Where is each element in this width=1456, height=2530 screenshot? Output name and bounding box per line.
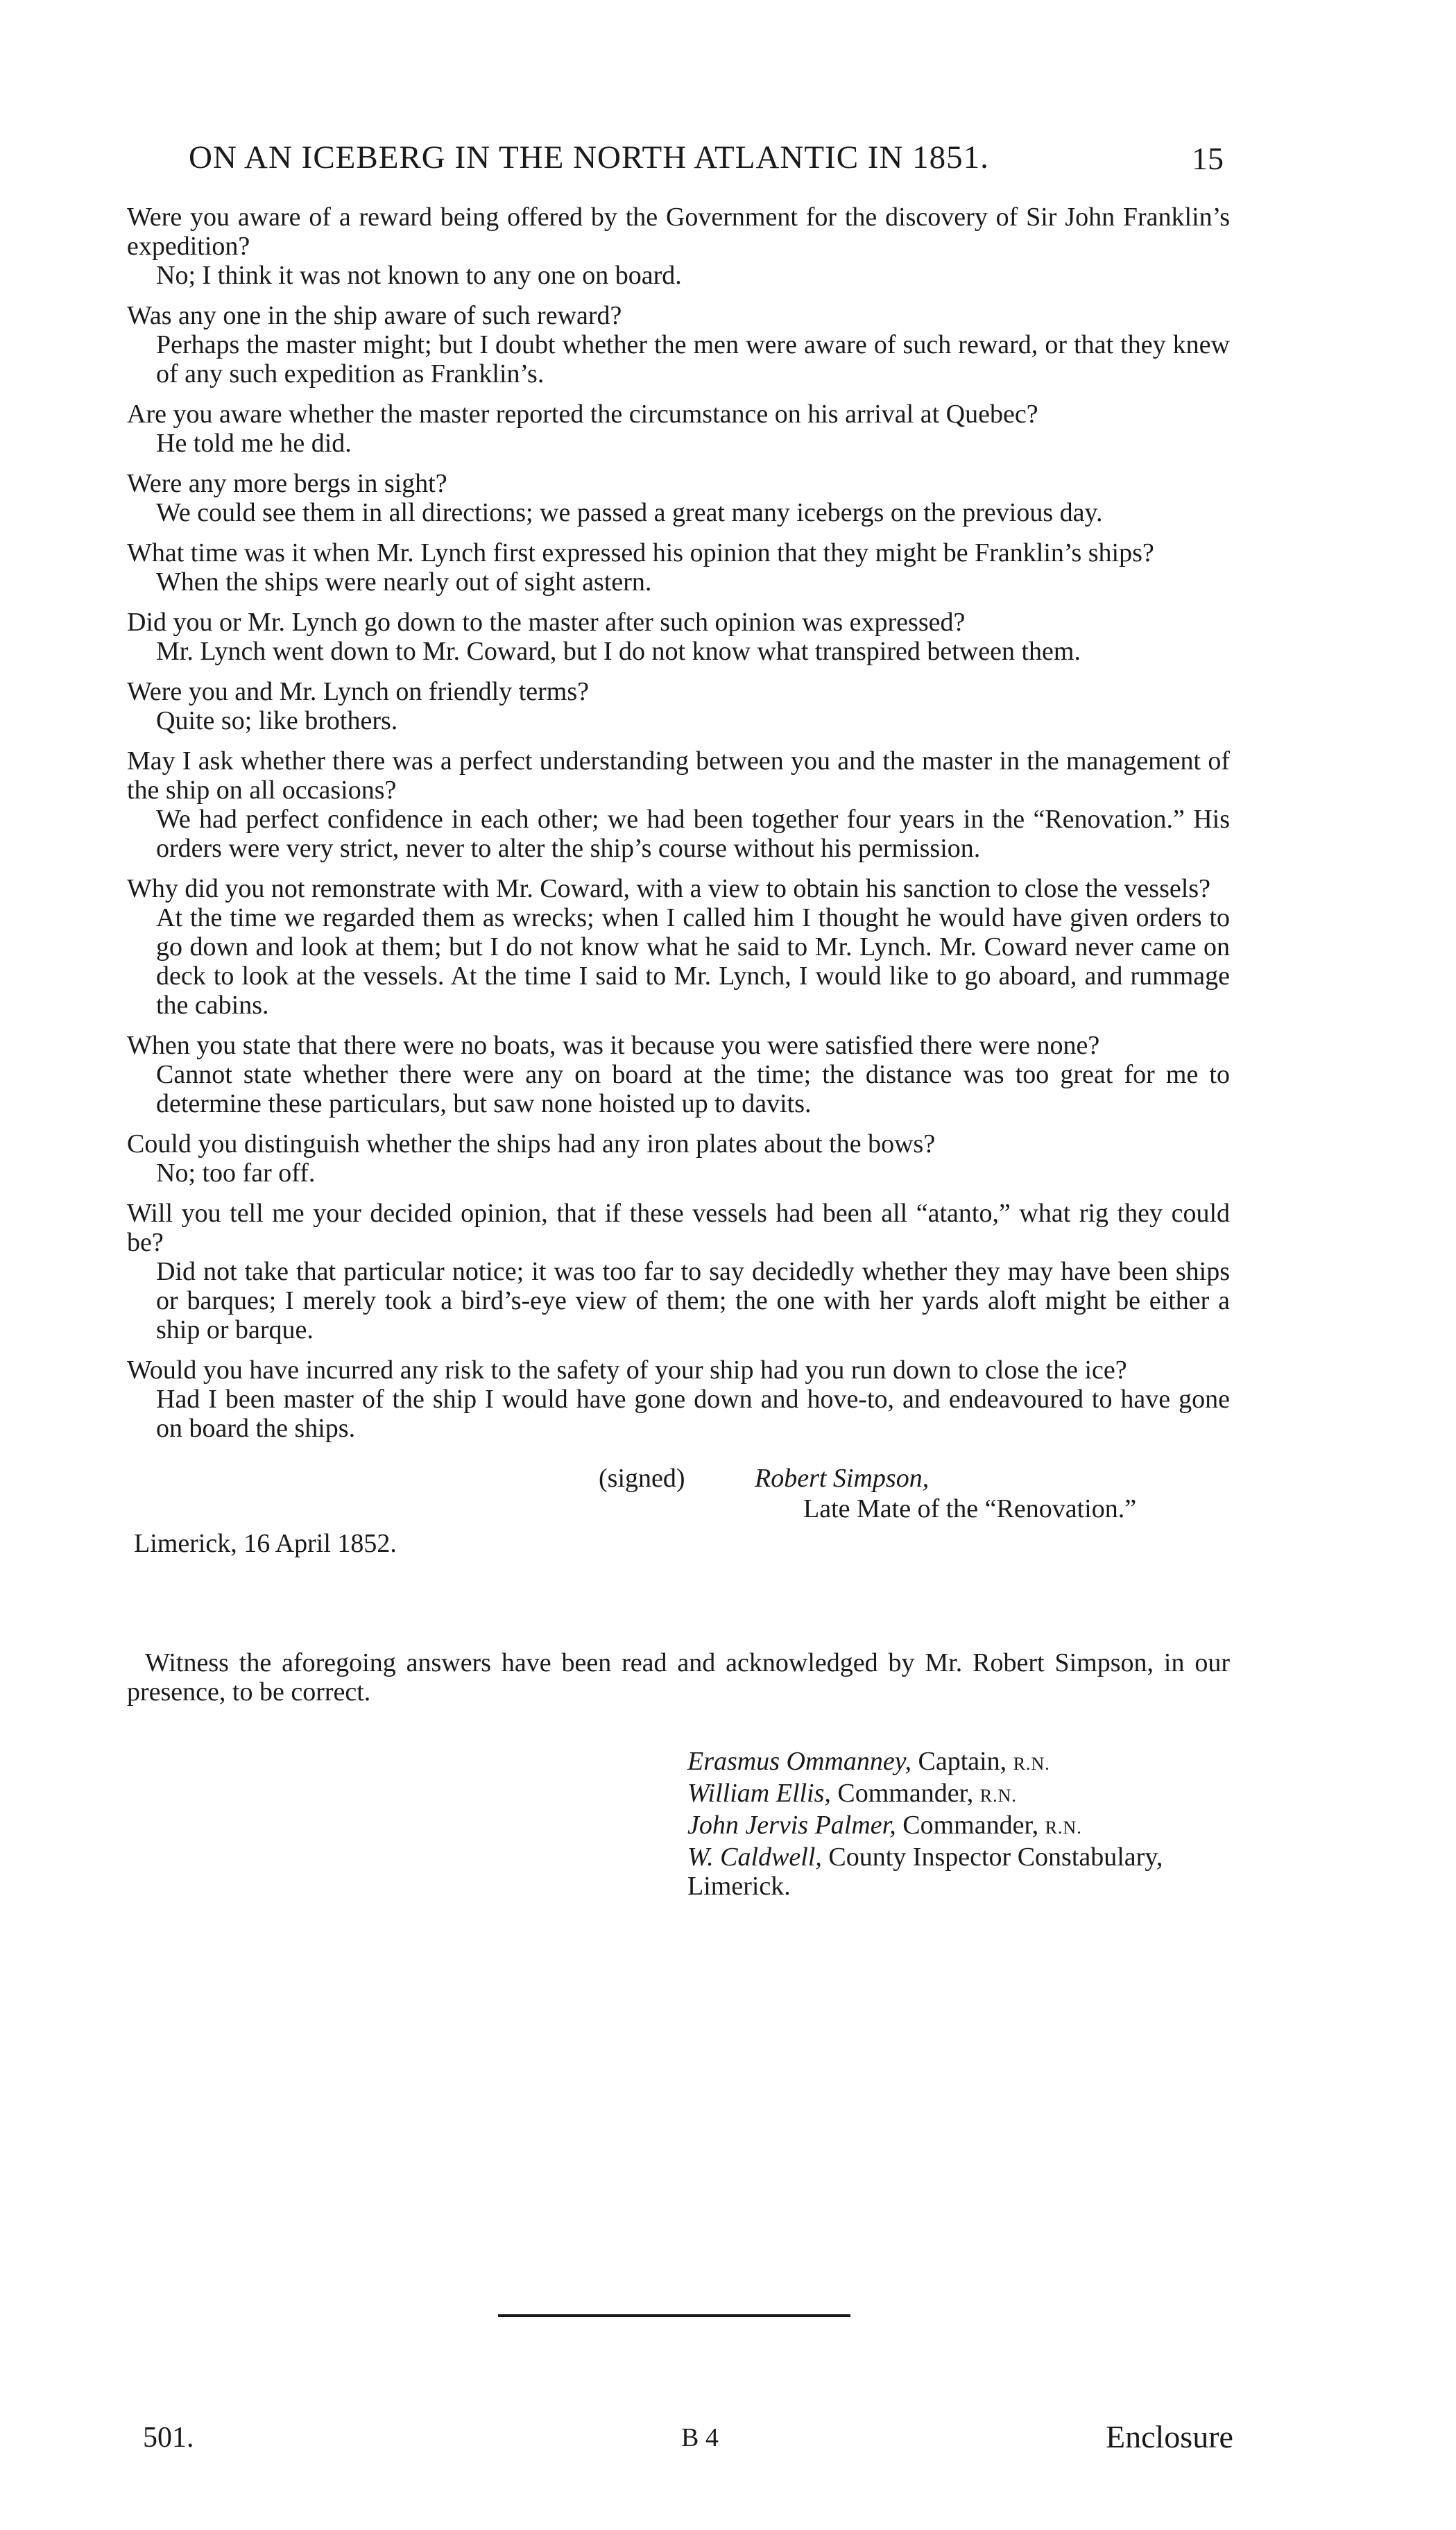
place-date: Limerick, 16 April 1852. bbox=[134, 1529, 397, 1558]
qa-pair bbox=[127, 469, 1230, 527]
answer: We had perfect confidence in each other; we had been together four years in the “Renovation.” His orders were very strict, never to alter the ship’s course without his permission. bbox=[156, 805, 1230, 863]
qa-pair bbox=[127, 1199, 1230, 1344]
witness-name: William Ellis, bbox=[687, 1779, 831, 1808]
answer: We could see them in all directions; we passed a great many icebergs on the previous day. bbox=[156, 498, 1103, 527]
running-title: ON AN ICEBERG IN THE NORTH ATLANTIC IN 1851. bbox=[189, 139, 989, 176]
question: What time was it when Mr. Lynch first expressed his opinion that they might be Franklin’s ships? bbox=[127, 538, 1154, 567]
witness-signature bbox=[687, 1843, 1201, 1901]
witness-signatures bbox=[687, 1747, 1228, 1901]
qa-pair bbox=[127, 1356, 1230, 1443]
footer-document-number: 501. bbox=[143, 2422, 194, 2454]
question: Was any one in the ship aware of such reward? bbox=[127, 301, 622, 330]
question: Are you aware whether the master reported the circumstance on his arrival at Quebec? bbox=[127, 400, 1038, 429]
qa-pair bbox=[127, 301, 1230, 388]
answer: Cannot state whether there were any on board at the time; the distance was too great for me to determine these particulars, but saw none hoisted up to davits. bbox=[156, 1060, 1230, 1118]
witness-suffix: R.N. bbox=[1045, 1818, 1082, 1838]
question: May I ask whether there was a perfect understanding between you and the master in the management of the ship on all occasions? bbox=[127, 746, 1230, 805]
qa-pair bbox=[127, 1129, 1230, 1188]
witness-signature bbox=[687, 1779, 1228, 1811]
answer: When the ships were nearly out of sight astern. bbox=[156, 567, 652, 597]
qa-pair bbox=[127, 1031, 1230, 1118]
qa-pair bbox=[127, 400, 1230, 458]
qa-pair bbox=[127, 203, 1230, 290]
witness-role: Commander, bbox=[837, 1779, 974, 1808]
signer-title: Late Mate of the “Renovation.” bbox=[803, 1494, 1137, 1523]
question: Will you tell me your decided opinion, that if these vessels had been all “atanto,” what rig they could be? bbox=[127, 1199, 1230, 1257]
footer-signature-mark: B 4 bbox=[681, 2423, 719, 2452]
question: Could you distinguish whether the ships had any iron plates about the bows? bbox=[127, 1129, 936, 1159]
witness-name: W. Caldwell, bbox=[687, 1843, 822, 1872]
qa-pair bbox=[127, 608, 1230, 666]
witness-role: Commander, bbox=[902, 1811, 1039, 1840]
question: When you state that there were no boats, was it because you were satisfied there were none? bbox=[127, 1031, 1100, 1060]
qa-pair bbox=[127, 746, 1230, 863]
qa-pair bbox=[127, 874, 1230, 1020]
question: Why did you not remonstrate with Mr. Coward, with a view to obtain his sanction to close the vessels? bbox=[127, 874, 1210, 903]
witness-suffix: R.N. bbox=[979, 1786, 1017, 1806]
question: Were you aware of a reward being offered by the Government for the discovery of Sir John Franklin’s expedition? bbox=[127, 203, 1230, 261]
witness-name: Erasmus Ommanney, bbox=[687, 1747, 911, 1776]
witness-statement: Witness the aforegoing answers have been read and acknowledged by Mr. Robert Simpson, in our presence, to be correct. bbox=[127, 1648, 1230, 1707]
answer: Perhaps the master might; but I doubt whether the men were aware of such reward, or that they knew of any such expedition as Franklin’s. bbox=[156, 330, 1230, 388]
answer: He told me he did. bbox=[156, 429, 352, 458]
witness-role: Captain, bbox=[918, 1747, 1007, 1776]
signature-block bbox=[127, 1464, 1230, 1566]
witness-name: John Jervis Palmer, bbox=[687, 1811, 896, 1840]
question: Were you and Mr. Lynch on friendly terms? bbox=[127, 677, 589, 706]
signed-label: (signed) bbox=[599, 1464, 685, 1493]
page-header bbox=[0, 139, 1456, 187]
page-footer bbox=[0, 2421, 1456, 2463]
answer: At the time we regarded them as wrecks; when I called him I thought he would have given orders to go down and look at them; but I do not know what he said to Mr. Lynch. Mr. Coward never came on deck to look at the vessels. At the time I said to Mr. Lynch, I would like to go aboard, and rummage the cabins. bbox=[156, 903, 1230, 1020]
witness-role: County Inspector Constabulary, Limerick. bbox=[687, 1843, 1163, 1901]
question: Were any more bergs in sight? bbox=[127, 469, 447, 498]
question: Did you or Mr. Lynch go down to the master after such opinion was expressed? bbox=[127, 608, 966, 637]
answer: Mr. Lynch went down to Mr. Coward, but I do not know what transpired between them. bbox=[156, 637, 1081, 666]
witness-suffix: R.N. bbox=[1013, 1754, 1050, 1774]
answer: Did not take that particular notice; it was too far to say decidedly whether they may have been ships or barques; I merely took a bird’s-eye view of them; the one with her yards aloft might be either a ship or barque. bbox=[156, 1257, 1230, 1344]
answer: Quite so; like brothers. bbox=[156, 706, 398, 735]
qa-pair bbox=[127, 677, 1230, 735]
witness-signature bbox=[687, 1811, 1228, 1843]
answer: Had I been master of the ship I would have gone down and hove-to, and endeavoured to have gone on board the ships. bbox=[156, 1385, 1230, 1443]
witness-signature bbox=[687, 1747, 1228, 1779]
answer: No; I think it was not known to any one on board. bbox=[156, 261, 682, 290]
qa-pair bbox=[127, 538, 1230, 597]
testimony-body bbox=[127, 203, 1230, 1901]
divider-rule bbox=[498, 2314, 850, 2317]
question: Would you have incurred any risk to the safety of your ship had you run down to close the ice? bbox=[127, 1356, 1127, 1385]
footer-catchword: Enclosure bbox=[1106, 2419, 1233, 2454]
signer-name: Robert Simpson, bbox=[755, 1464, 930, 1493]
page-number: 15 bbox=[1192, 141, 1224, 176]
answer: No; too far off. bbox=[156, 1159, 316, 1188]
